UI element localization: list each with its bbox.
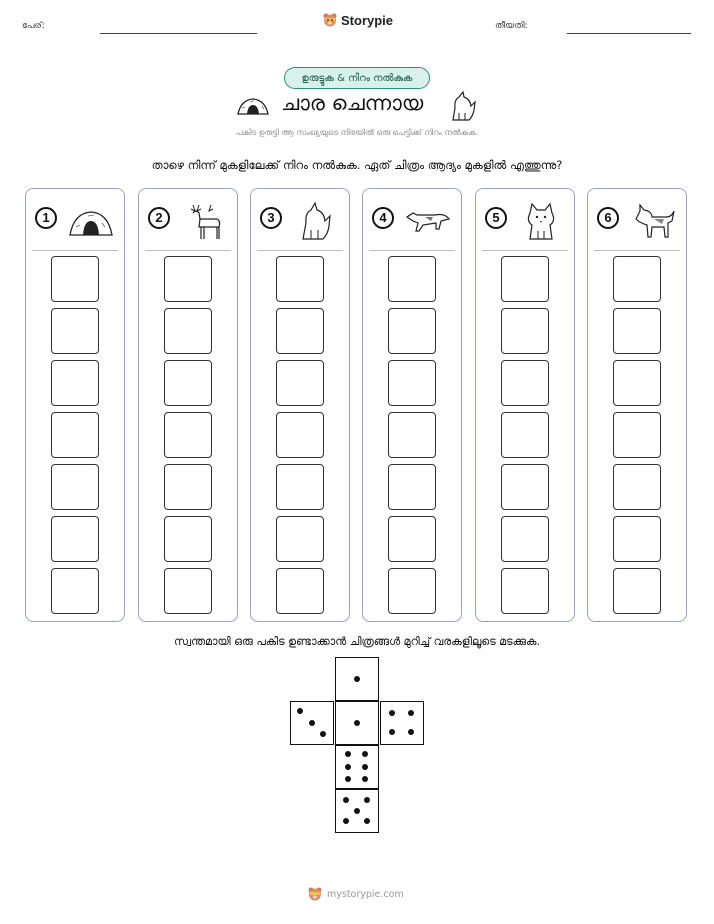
column-number: 5 [485, 207, 507, 229]
color-box[interactable] [613, 568, 661, 614]
dice-pip [408, 710, 414, 716]
dice-net [290, 657, 424, 835]
color-box[interactable] [276, 516, 324, 562]
column-number: 2 [148, 207, 170, 229]
column-5 [475, 188, 575, 622]
color-box[interactable] [501, 412, 549, 458]
color-box[interactable] [388, 256, 436, 302]
dice-face-4 [380, 701, 424, 745]
color-box[interactable] [51, 308, 99, 354]
cave-icon [236, 96, 270, 116]
dice-pip [354, 808, 360, 814]
column-6 [587, 188, 687, 622]
color-box[interactable] [613, 464, 661, 510]
cave-icon [66, 201, 116, 241]
dice-pip [364, 818, 370, 824]
column-number: 3 [260, 207, 282, 229]
dice-pip [345, 776, 351, 782]
color-box[interactable] [276, 360, 324, 406]
brand-name: Storypie [341, 12, 394, 28]
color-box[interactable] [501, 568, 549, 614]
color-box[interactable] [164, 412, 212, 458]
dice-pip [354, 676, 360, 682]
color-box[interactable] [51, 516, 99, 562]
column-divider [32, 250, 118, 251]
page-title: ചാര ചെന്നായ [281, 91, 424, 115]
color-box[interactable] [613, 516, 661, 562]
activity-badge: ഉരുട്ടുക & നിറം നൽകുക [284, 67, 430, 89]
running-wolf-icon [403, 201, 453, 241]
dice-pip [345, 764, 351, 770]
dice-pip [354, 720, 360, 726]
color-box[interactable] [388, 516, 436, 562]
color-box[interactable] [388, 412, 436, 458]
color-box[interactable] [276, 464, 324, 510]
column-number: 1 [35, 207, 57, 229]
dice-face-1 [335, 657, 379, 701]
color-box[interactable] [501, 256, 549, 302]
dice-instruction: സ്വന്തമായി ഒരു പകിട ഉണ്ടാക്കാൻ ചിത്രങ്ങൾ മുറിച്ച് വരകളിലൂടെ മടക്കുക. [174, 635, 540, 648]
bear-mascot-icon [322, 12, 338, 28]
column-divider [369, 250, 455, 251]
color-box[interactable] [613, 412, 661, 458]
color-box[interactable] [164, 568, 212, 614]
dice-pip [408, 729, 414, 735]
color-box[interactable] [164, 256, 212, 302]
dice-pip [345, 751, 351, 757]
brand-logo [322, 12, 393, 28]
color-box[interactable] [276, 308, 324, 354]
dice-pip [389, 710, 395, 716]
column-number: 4 [372, 207, 394, 229]
color-box[interactable] [501, 464, 549, 510]
color-box[interactable] [51, 464, 99, 510]
dice-pip [320, 731, 326, 737]
color-box[interactable] [388, 568, 436, 614]
color-box[interactable] [164, 516, 212, 562]
dice-pip [343, 818, 349, 824]
dice-pip [364, 797, 370, 803]
column-divider [482, 250, 568, 251]
dice-pip [309, 720, 315, 726]
color-box[interactable] [613, 256, 661, 302]
date-label: തീയതി: [495, 21, 528, 31]
deer-icon [179, 201, 229, 241]
date-field[interactable] [567, 33, 691, 34]
color-box[interactable] [388, 464, 436, 510]
dice-pip [362, 751, 368, 757]
color-box[interactable] [276, 412, 324, 458]
standing-wolf-icon [628, 201, 678, 241]
footer [307, 886, 404, 902]
color-box[interactable] [51, 360, 99, 406]
howling-wolf-icon [291, 201, 341, 241]
name-field[interactable] [100, 33, 257, 34]
column-1 [25, 188, 125, 622]
color-box[interactable] [388, 360, 436, 406]
instruction-text: താഴെ നിന്ന് മുകളിലേക്ക് നിറം നൽകുക. ഏത് ചിത്രം ആദ്യം മുകളിൽ എത്തുന്നു? [151, 158, 563, 172]
color-box[interactable] [164, 464, 212, 510]
wolf-pup-icon [516, 201, 566, 241]
column-divider [594, 250, 680, 251]
bear-mascot-icon [307, 886, 323, 902]
dice-face-5 [335, 789, 379, 833]
color-box[interactable] [164, 360, 212, 406]
color-box[interactable] [276, 256, 324, 302]
column-4 [362, 188, 462, 622]
dice-pip [297, 708, 303, 714]
dice-pip [362, 776, 368, 782]
dice-face-3 [290, 701, 334, 745]
column-2 [138, 188, 238, 622]
color-box[interactable] [51, 568, 99, 614]
name-label: പേര്: [22, 21, 45, 31]
color-box[interactable] [501, 360, 549, 406]
column-divider [257, 250, 343, 251]
dice-face-6 [335, 745, 379, 789]
page-subtitle: പകിട ഉരുട്ടി ആ സംഖ്യയുടെ നിരയിൽ ഒരു പെട്ടിക്ക് നിറം നൽകുക. [235, 128, 479, 137]
column-number: 6 [597, 207, 619, 229]
dice-pip [343, 797, 349, 803]
color-box[interactable] [613, 360, 661, 406]
column-3 [250, 188, 350, 622]
dice-face-1 [335, 701, 379, 745]
color-box[interactable] [164, 308, 212, 354]
dice-pip [389, 729, 395, 735]
color-box[interactable] [388, 308, 436, 354]
column-divider [145, 250, 231, 251]
color-box[interactable] [51, 412, 99, 458]
dice-pip [362, 764, 368, 770]
color-box[interactable] [501, 516, 549, 562]
howling-wolf-icon [445, 90, 479, 122]
color-box[interactable] [501, 308, 549, 354]
color-box[interactable] [51, 256, 99, 302]
color-box[interactable] [276, 568, 324, 614]
footer-url: mystorypie.com [327, 888, 404, 900]
color-box[interactable] [613, 308, 661, 354]
